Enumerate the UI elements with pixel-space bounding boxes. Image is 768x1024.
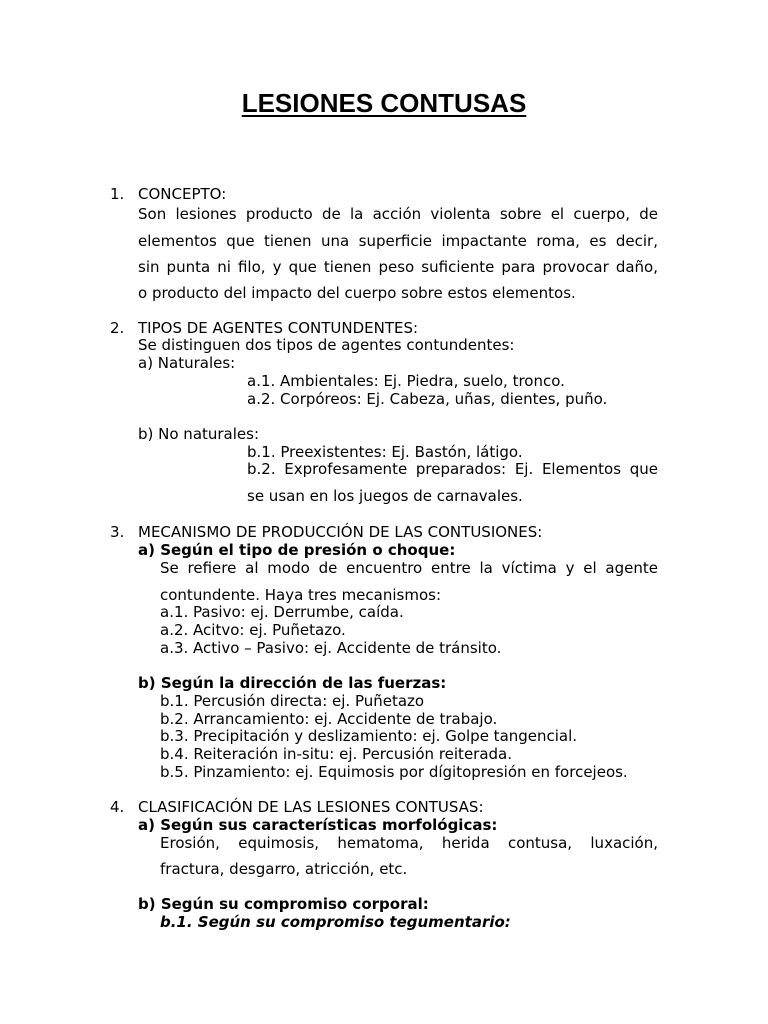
- section-2-b-item-2: b.2. Exprofesamente preparados: Ej. Elementos que: [247, 460, 658, 478]
- section-3-b-label: b) Según la dirección de las fuerzas:: [138, 674, 447, 692]
- section-4-a-label: a) Según sus características morfológicas:: [138, 816, 498, 834]
- section-3-a-item-3: a.3. Activo – Pasivo: ej. Accidente de tránsito.: [160, 639, 502, 657]
- section-1-heading: CONCEPTO:: [138, 185, 227, 203]
- section-2-a-item-2: a.2. Corpóreos: Ej. Cabeza, uñas, dientes, puño.: [247, 390, 608, 408]
- section-2-a-label: a) Naturales:: [138, 354, 236, 372]
- section-4-a-line-2: fractura, desgarro, atricción, etc.: [160, 860, 408, 878]
- section-2-intro: Se distinguen dos tipos de agentes contundentes:: [138, 336, 515, 354]
- section-3-b-item-1: b.1. Percusión directa: ej. Puñetazo: [160, 692, 425, 710]
- section-3-a-line-1: Se refiere al modo de encuentro entre la víctima y el agente: [160, 559, 658, 577]
- section-3-a-label: a) Según el tipo de presión o choque:: [138, 541, 456, 559]
- section-4-b-label: b) Según su compromiso corporal:: [138, 895, 429, 913]
- section-4-b1-label: b.1. Según su compromiso tegumentario:: [160, 913, 511, 931]
- section-3-b-item-2: b.2. Arrancamiento: ej. Accidente de trabajo.: [160, 710, 498, 728]
- section-2-a-item-1: a.1. Ambientales: Ej. Piedra, suelo, tronco.: [247, 372, 565, 390]
- section-3-number: 3.: [110, 523, 125, 541]
- section-3-heading: MECANISMO DE PRODUCCIÓN DE LAS CONTUSIONES:: [138, 523, 543, 541]
- document-title: LESIONES CONTUSAS: [241, 88, 527, 118]
- section-2-number: 2.: [110, 319, 125, 337]
- section-1-line-1: Son lesiones producto de la acción violenta sobre el cuerpo, de: [138, 205, 658, 223]
- section-3-a-item-1: a.1. Pasivo: ej. Derrumbe, caída.: [160, 603, 404, 621]
- section-4-number: 4.: [110, 798, 125, 816]
- section-3-b-item-5: b.5. Pinzamiento: ej. Equimosis por dígitopresión en forcejeos.: [160, 763, 628, 781]
- section-3-b-item-3: b.3. Precipitación y deslizamiento: ej. Golpe tangencial.: [160, 727, 578, 745]
- section-1-line-2: elementos que tienen una superficie impactante roma, es decir,: [138, 232, 658, 250]
- section-2-b-item-1: b.1. Preexistentes: Ej. Bastón, látigo.: [247, 443, 523, 461]
- section-1-line-3: sin punta ni filo, y que tienen peso suficiente para provocar daño,: [138, 258, 658, 276]
- section-3-a-line-2: contundente. Haya tres mecanismos:: [160, 586, 441, 604]
- section-2-heading: TIPOS DE AGENTES CONTUNDENTES:: [138, 319, 419, 337]
- section-2-b-item-2-continued: se usan en los juegos de carnavales.: [247, 487, 523, 505]
- section-3-a-item-2: a.2. Acitvo: ej. Puñetazo.: [160, 621, 346, 639]
- section-4-heading: CLASIFICACIÓN DE LAS LESIONES CONTUSAS:: [138, 798, 484, 816]
- section-3-b-item-4: b.4. Reiteración in-situ: ej. Percusión reiterada.: [160, 745, 513, 763]
- section-1-number: 1.: [110, 185, 125, 203]
- section-2-b-label: b) No naturales:: [138, 425, 260, 443]
- section-1-line-4: o producto del impacto del cuerpo sobre estos elementos.: [138, 284, 576, 302]
- section-4-a-line-1: Erosión, equimosis, hematoma, herida contusa, luxación,: [160, 834, 658, 852]
